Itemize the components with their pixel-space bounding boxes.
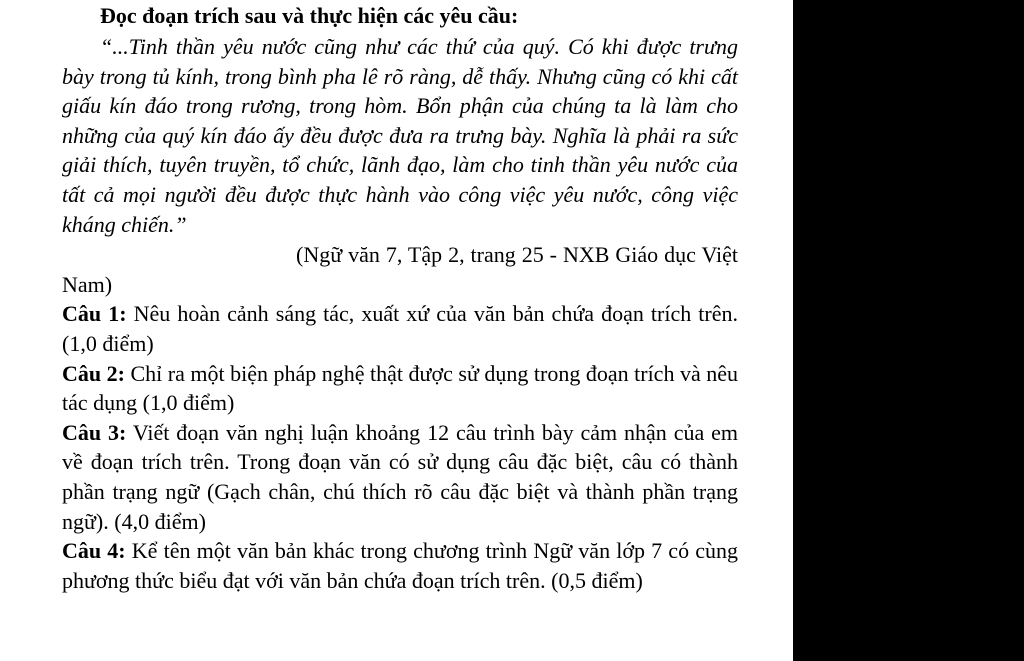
question-2-text: Chỉ ra một biện pháp nghệ thật được sử dụng trong đoạn trích và nêu tác dụng (1,0 điểm) (62, 360, 738, 416)
excerpt-source: (Ngữ văn 7, Tập 2, trang 25 - NXB Giáo dục Việt Nam) (62, 242, 738, 297)
black-side-panel (793, 0, 1024, 661)
question-2 (62, 359, 738, 418)
question-3 (62, 418, 738, 536)
question-3-text: Viết đoạn văn nghị luận khoảng 12 câu trình bày cảm nhận của em về đoạn trích trên. Trong đoạn văn có sử dụng câu đặc biệt, câu có thành phần trạng ngữ (Gạch chân, chú thích rõ câu đặc biệt và thành phần trạng ngữ). (4,0 điểm) (62, 419, 738, 534)
question-4-text: Kể tên một văn bản khác trong chương trình Ngữ văn lớp 7 có cùng phương thức biểu đạt với văn bản chứa đoạn trích trên. (0,5 điểm) (62, 538, 738, 593)
question-4 (62, 536, 738, 595)
question-1-text: Nêu hoàn cảnh sáng tác, xuất xứ của văn bản chứa đoạn trích trên. (1,0 điểm) (62, 301, 739, 356)
document-content (62, 0, 738, 595)
question-4-label: Câu 4: (62, 538, 126, 564)
question-2-label: Câu 2: (62, 360, 125, 386)
question-1 (62, 299, 738, 358)
excerpt-quote: “...Tinh thần yêu nước cũng như các thứ của quý. Có khi được trưng bày trong tủ kính, trong bình pha lê rõ ràng, dễ thấy. Nhưng cũng có khi cất giấu kín đáo trong rương, trong hòm. Bổn phận của chúng ta là làm cho những của quý kín đáo ấy đều được đưa ra trưng bày. Nghĩa là phải ra sức giải thích, tuyên truyền, tổ chức, lãnh đạo, làm cho tinh thần yêu nước của tất cả mọi người đều được thực hành vào công việc yêu nước, công việc kháng chiến.” (62, 34, 738, 237)
question-3-label: Câu 3: (62, 419, 127, 445)
question-1-label: Câu 1: (62, 301, 127, 327)
instruction-heading: Đọc đoạn trích sau và thực hiện các yêu cầu: (100, 3, 519, 28)
